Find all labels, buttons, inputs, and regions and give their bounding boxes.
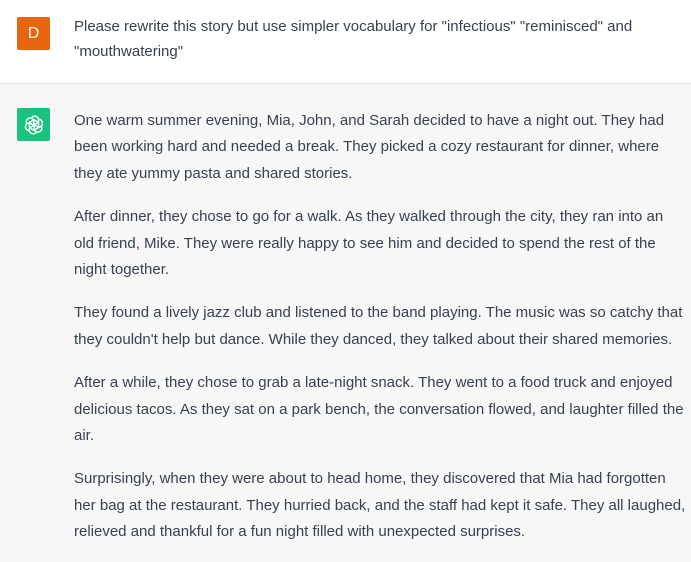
assistant-message <box>0 84 691 562</box>
user-avatar: D <box>17 17 50 50</box>
reply-paragraph: Surprisingly, when they were about to head home, they discovered that Mia had forgotten her bag at the restaurant. They hurried back, and the staff had kept it safe. They all laughed, relieved and thankful for a fun night filled with unexpected surprises. <box>74 470 686 541</box>
reply-paragraph: One warm summer evening, Mia, John, and Sarah decided to have a night out. They had been working hard and needed a break. They picked a cozy restaurant for dinner, where they ate yummy pasta and shared stories. <box>74 112 665 182</box>
user-message-text: Please rewrite this story but use simpler vocabulary for "infectious" "reminisced" and "mouthwatering" <box>74 18 633 60</box>
reply-paragraph: After dinner, they chose to go for a walk. As they walked through the city, they ran into an old friend, Mike. They were really happy to see him and decided to spend the rest of the night together. <box>74 208 664 279</box>
reply-paragraph: They found a lively jazz club and listened to the band playing. The music was so catchy that they couldn't help but dance. While they danced, they talked about their shared memories. <box>74 304 683 348</box>
user-message <box>0 0 691 84</box>
assistant-reply <box>74 108 686 562</box>
reply-paragraph: After a while, they chose to grab a late-night snack. They went to a food truck and enjoyed delicious tacos. As they sat on a park bench, the conversation flowed, and laughter filled the air. <box>74 374 684 445</box>
openai-logo-icon <box>23 114 45 136</box>
assistant-avatar <box>17 108 50 141</box>
